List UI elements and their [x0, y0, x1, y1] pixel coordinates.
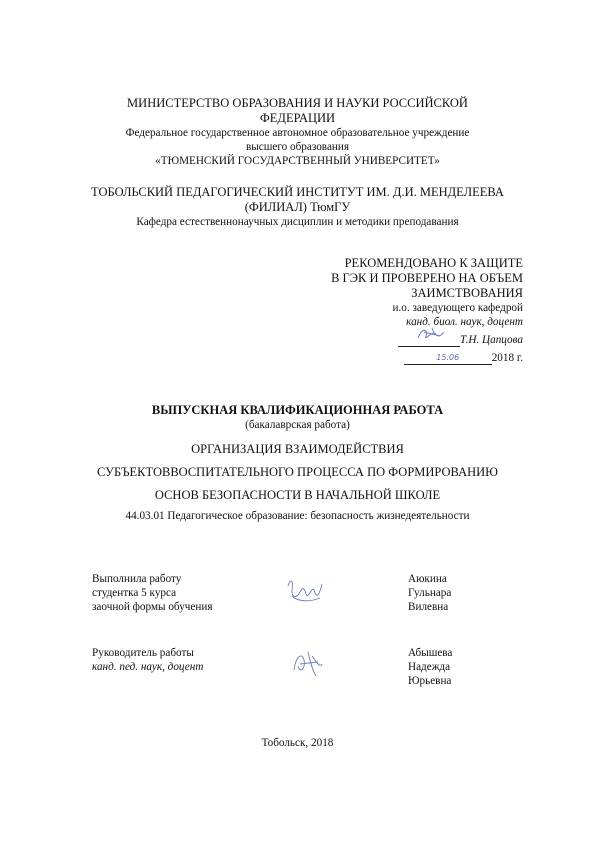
department-name: Кафедра естественнонаучных дисциплин и методики преподавания [136, 216, 459, 228]
approval-signature-line [398, 334, 460, 347]
specialty: 44.03.01 Педагогическое образование: безопасность жизнедеятельности [125, 510, 470, 522]
approval-signature-row [263, 329, 523, 347]
approval-block [263, 256, 523, 365]
work-type: ВЫПУСКНАЯ КВАЛИФИКАЦИОННАЯ РАБОТА [151, 403, 444, 417]
approval-line-3: ЗАИМСТВОВАНИЯ [411, 286, 523, 300]
work-title-block [60, 403, 535, 523]
student-labels [92, 572, 292, 614]
student-label-3: заочной формы обучения [92, 601, 213, 613]
institution-line-1: Федеральное государственное автономное образовательное учреждение [125, 127, 470, 139]
institute-line-2: (ФИЛИАЛ) ТюмГУ [244, 200, 351, 214]
ministry-line-2: ФЕДЕРАЦИИ [259, 111, 336, 125]
handwritten-signature-icon [412, 326, 452, 344]
university-name: «ТЮМЕНСКИЙ ГОСУДАРСТВЕННЫЙ УНИВЕРСИТЕТ» [155, 155, 440, 167]
approval-role: и.о. заведующего кафедрой [392, 302, 523, 314]
approval-date-row [263, 347, 523, 365]
supervisor-label-2: канд. пед. наук, доцент [92, 661, 204, 673]
student-label-2: студентка 5 курса [92, 587, 177, 599]
supervisor-labels [92, 646, 292, 674]
supervisor-block [92, 646, 512, 696]
topic-line-3: ОСНОВ БЕЗОПАСНОСТИ В НАЧАЛЬНОЙ ШКОЛЕ [154, 488, 441, 502]
supervisor-patronymic: Юрьевна [408, 675, 452, 687]
approval-handwritten-date: 15.06 [436, 353, 460, 362]
approval-name: Т.Н. Цапцова [460, 334, 523, 346]
topic-line-1: ОРГАНИЗАЦИЯ ВЗАИМОДЕЙСТВИЯ [191, 442, 404, 456]
supervisor-first-name: Надежда [408, 661, 451, 673]
student-signature-icon [282, 572, 332, 612]
city-year: Тобольск, 2018 [261, 737, 334, 749]
approval-line-1: РЕКОМЕНДОВАНО К ЗАЩИТЕ [344, 256, 523, 270]
supervisor-name [408, 646, 518, 688]
student-surname: Аюкина [408, 573, 447, 585]
ministry-line-1: МИНИСТЕРСТВО ОБРАЗОВАНИЯ И НАУКИ РОССИЙСКОЙ [127, 96, 468, 110]
student-block [92, 572, 512, 622]
supervisor-signature-icon [282, 646, 332, 686]
institute-line-1: ТОБОЛЬСКИЙ ПЕДАГОГИЧЕСКИЙ ИНСТИТУТ ИМ. Д.И. МЕНДЕЛЕЕВА [91, 185, 504, 199]
student-patronymic: Вилевна [408, 601, 449, 613]
student-first-name: Гульнара [408, 587, 452, 599]
approval-degree: канд. биол. наук, доцент [406, 316, 523, 328]
approval-line-2: В ГЭК И ПРОВЕРЕНО НА ОБЪЕМ [331, 271, 523, 285]
work-subtype: (бакалаврская работа) [245, 419, 350, 431]
student-label-1: Выполнила работу [92, 573, 182, 585]
supervisor-surname: Абышева [408, 647, 453, 659]
student-name [408, 572, 518, 614]
approval-year: 2018 г. [491, 352, 523, 364]
supervisor-label-1: Руководитель работы [92, 647, 194, 659]
institute-header [60, 185, 535, 229]
ministry-header [60, 96, 535, 168]
institution-line-2: высшего образования [245, 141, 350, 153]
topic-line-2: СУБЪЕКТОВВОСПИТАТЕЛЬНОГО ПРОЦЕССА ПО ФОРМИРОВАНИЮ [96, 465, 499, 479]
approval-date-line [404, 352, 492, 365]
